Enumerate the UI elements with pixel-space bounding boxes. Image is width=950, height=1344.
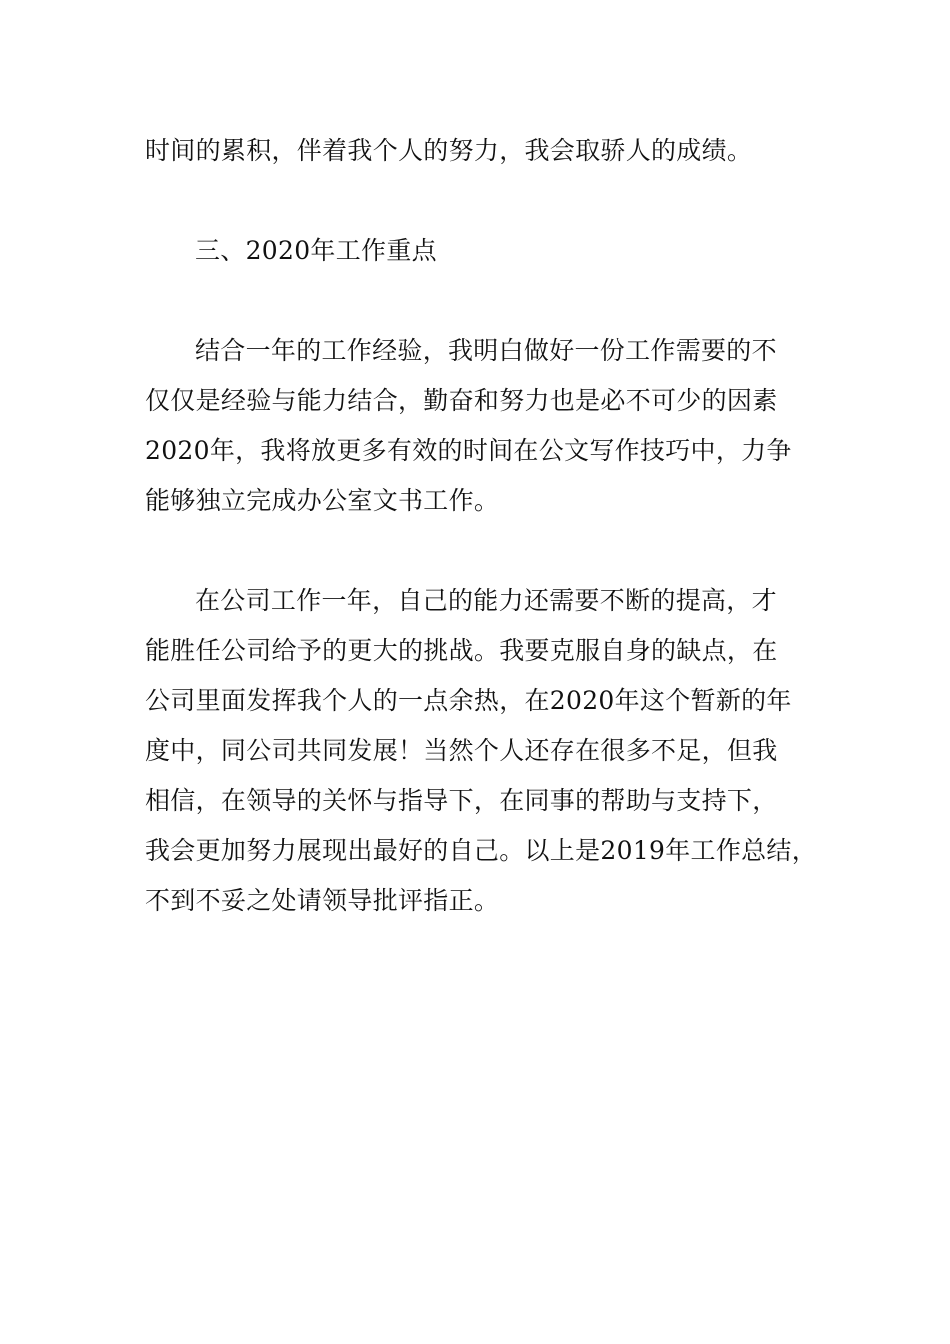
- paragraph-2-line-6: 我会更加努力展现出最好的自己。以上是2019年工作总结，: [145, 836, 818, 865]
- section-heading: 三、2020年工作重点: [195, 236, 437, 265]
- paragraph-1-line-4: 能够独立完成办公室文书工作。: [145, 486, 500, 515]
- paragraph-2-line-1: 在公司工作一年，自己的能力还需要不断的提高，才: [195, 586, 777, 615]
- paragraph-2-line-4: 度中，同公司共同发展！当然个人还存在很多不足，但我: [145, 736, 778, 765]
- paragraph-1-line-3: 2020年，我将放更多有效的时间在公文写作技巧中，力争: [145, 436, 792, 465]
- paragraph-2-line-2: 能胜任公司给予的更大的挑战。我要克服自身的缺点，在: [145, 636, 778, 665]
- paragraph-continuation-line: 时间的累积，伴着我个人的努力，我会取骄人的成绩。: [145, 136, 753, 165]
- paragraph-2-line-5: 相信，在领导的关怀与指导下，在同事的帮助与支持下，: [145, 786, 778, 815]
- paragraph-1-line-2: 仅仅是经验与能力结合，勤奋和努力也是必不可少的因素: [145, 386, 778, 415]
- paragraph-2-line-7: 不到不妥之处请领导批评指正。: [145, 886, 500, 915]
- paragraph-2-line-3: 公司里面发挥我个人的一点余热，在2020年这个暂新的年: [145, 686, 792, 715]
- paragraph-1-line-1: 结合一年的工作经验，我明白做好一份工作需要的不: [195, 336, 777, 365]
